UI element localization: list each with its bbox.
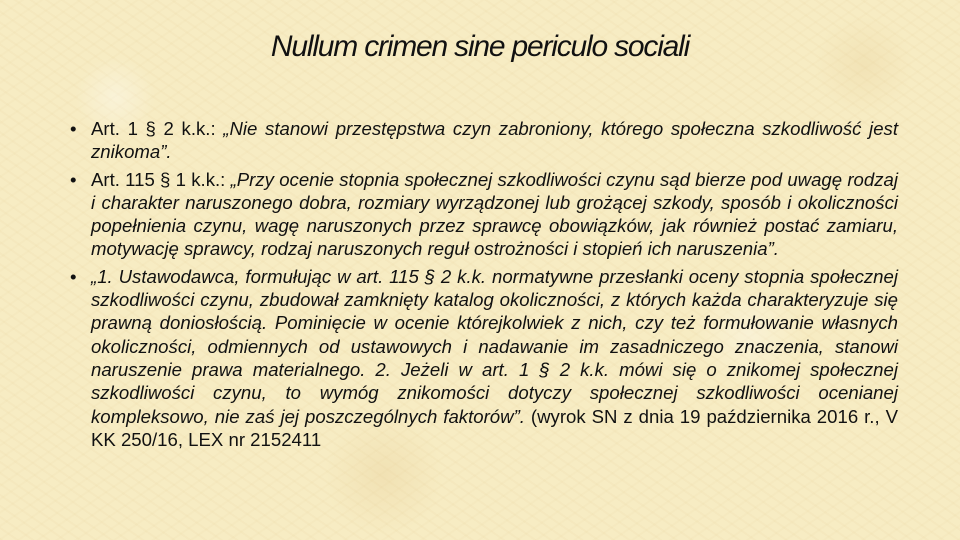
bullet-prefix: Art. 115 § 1 k.k.: xyxy=(91,168,231,190)
bullet-quote: „Nie stanowi przestępstwa czyn zabroniony, którego społeczna szkodliwość jest znikoma”. xyxy=(91,118,898,163)
slide-content xyxy=(70,117,898,455)
bullet-icon: • xyxy=(70,118,77,139)
bullet-icon: • xyxy=(70,168,77,190)
bullet-quote: „Przy ocenie stopnia społecznej szkodliwości czynu sąd bierze pod uwagę rodzaj i charakter naruszonego dobra, rozmiary wyrządzonej lub grożącej szkody, sposób i okoliczności popełnienia czynu, wagę naruszonych przez sprawcę obowiązków, jak również postać zamiaru, motywację sprawcy, rodzaj naruszonych reguł ostrożności i stopień ich naruszenia”. xyxy=(91,168,899,260)
bullet-prefix: Art. 1 § 2 k.k.: xyxy=(91,118,224,139)
slide-title: Nullum crimen sine periculo sociali xyxy=(270,30,690,63)
bullet-suffix: (wyrok SN z dnia 19 października 2016 r., V KK 250/16, LEX nr 2152411 xyxy=(91,405,899,450)
bullet-item-art-1 xyxy=(70,117,898,164)
bullet-icon: • xyxy=(70,265,77,287)
bullet-list xyxy=(70,117,898,451)
bullet-quote: „1. Ustawodawca, formułując w art. 115 § 2 k.k. normatywne przesłanki oceny stopnia społecznej szkodliwości czynu, zbudował zamknięty katalog okoliczności, z których każda charakteryzuje się prawną doniosłością. Pominięcie w ocenie którejkolwiek z nich, czy też formułowanie własnych okoliczności, odmiennych od ustawowych i nadawanie im zasadniczego znaczenia, stanowi naruszenie prawa materialnego. 2. Jeżeli w art. 1 § 2 k.k. mówi się o znikomej społecznej szkodliwości czynu, to wymóg znikomości dotyczy społecznej szkodliwości ocenianej kompleksowo, nie zaś jej poszczególnych faktorów”. xyxy=(91,265,898,427)
bullet-item-art-115 xyxy=(70,168,898,261)
bullet-item-sn-ruling xyxy=(70,265,898,451)
